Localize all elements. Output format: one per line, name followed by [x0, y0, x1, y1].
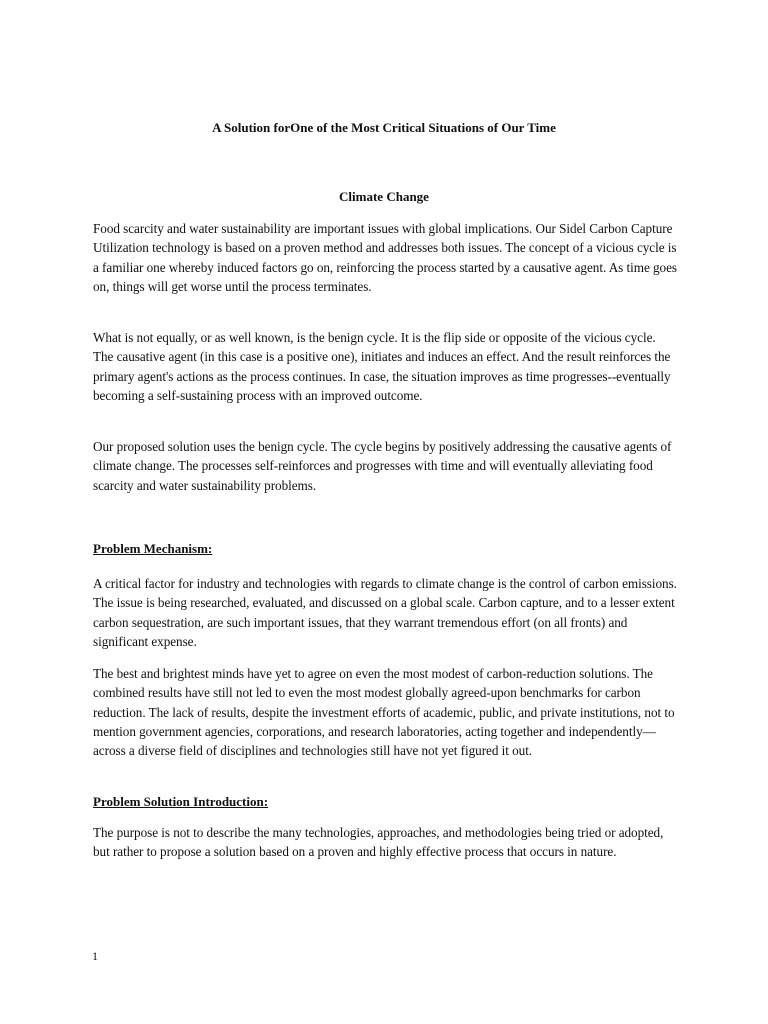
intro-paragraph-2: What is not equally, or as well known, is the benign cycle. It is the flip side or opposite of the vicious cycle. The causative agent (in this case is a positive one), initiates and induces an effect. And the result reinforces the primary agent's actions as the process continues. In case, the situation improves as time progresses--eventually becoming a self-sustaining process with an improved outcome.	[93, 330, 671, 403]
problem-mechanism-paragraph-2: The best and brightest minds have yet to agree on even the most modest of carbon-reduction solutions. The combined results have still not led to even the most modest globally agreed-upon benchmarks for carbon reduction. The lack of results, despite the investment efforts of academic, public, and private institutions, not to mention government agencies, corporations, and research laboratories, acting together and independently—across a diverse field of disciplines and technologies still have not yet figured it out.	[93, 666, 675, 759]
problem-mechanism-heading: Problem Mechanism:	[93, 541, 213, 556]
problem-mechanism-paragraph-1: A critical factor for industry and technologies with regards to climate change is the control of carbon emissions. The issue is being researched, evaluated, and discussed on a global scale. Carbon capture, and to a lesser extent carbon sequestration, are such important issues, that they warrant tremendous effort (on all fronts) and significant expense.	[93, 576, 677, 649]
problem-solution-paragraph-1: The purpose is not to describe the many technologies, approaches, and methodologies being tried or adopted, but rather to propose a solution based on a proven and highly effective process that occurs in nature.	[93, 825, 664, 860]
intro-paragraph-3: Our proposed solution uses the benign cycle. The cycle begins by positively addressing the causative agents of climate change. The processes self-reinforces and progresses with time and will eventually alleviating food scarcity and water sustainability problems.	[93, 439, 672, 493]
document-title: A Solution forOne of the Most Critical Situations of Our Time	[212, 120, 556, 135]
intro-paragraph-1: Food scarcity and water sustainability are important issues with global implications. Our Sidel Carbon Capture Utilization technology is based on a proven method and addresses both issues. The concept of a vicious cycle is a familiar one whereby induced factors go on, reinforcing the process started by a causative agent. As time goes on, things will get worse until the process terminates.	[93, 221, 677, 294]
page-number: 1	[92, 949, 98, 963]
problem-solution-heading: Problem Solution Introduction:	[93, 794, 269, 809]
section-title: Climate Change	[339, 189, 429, 204]
